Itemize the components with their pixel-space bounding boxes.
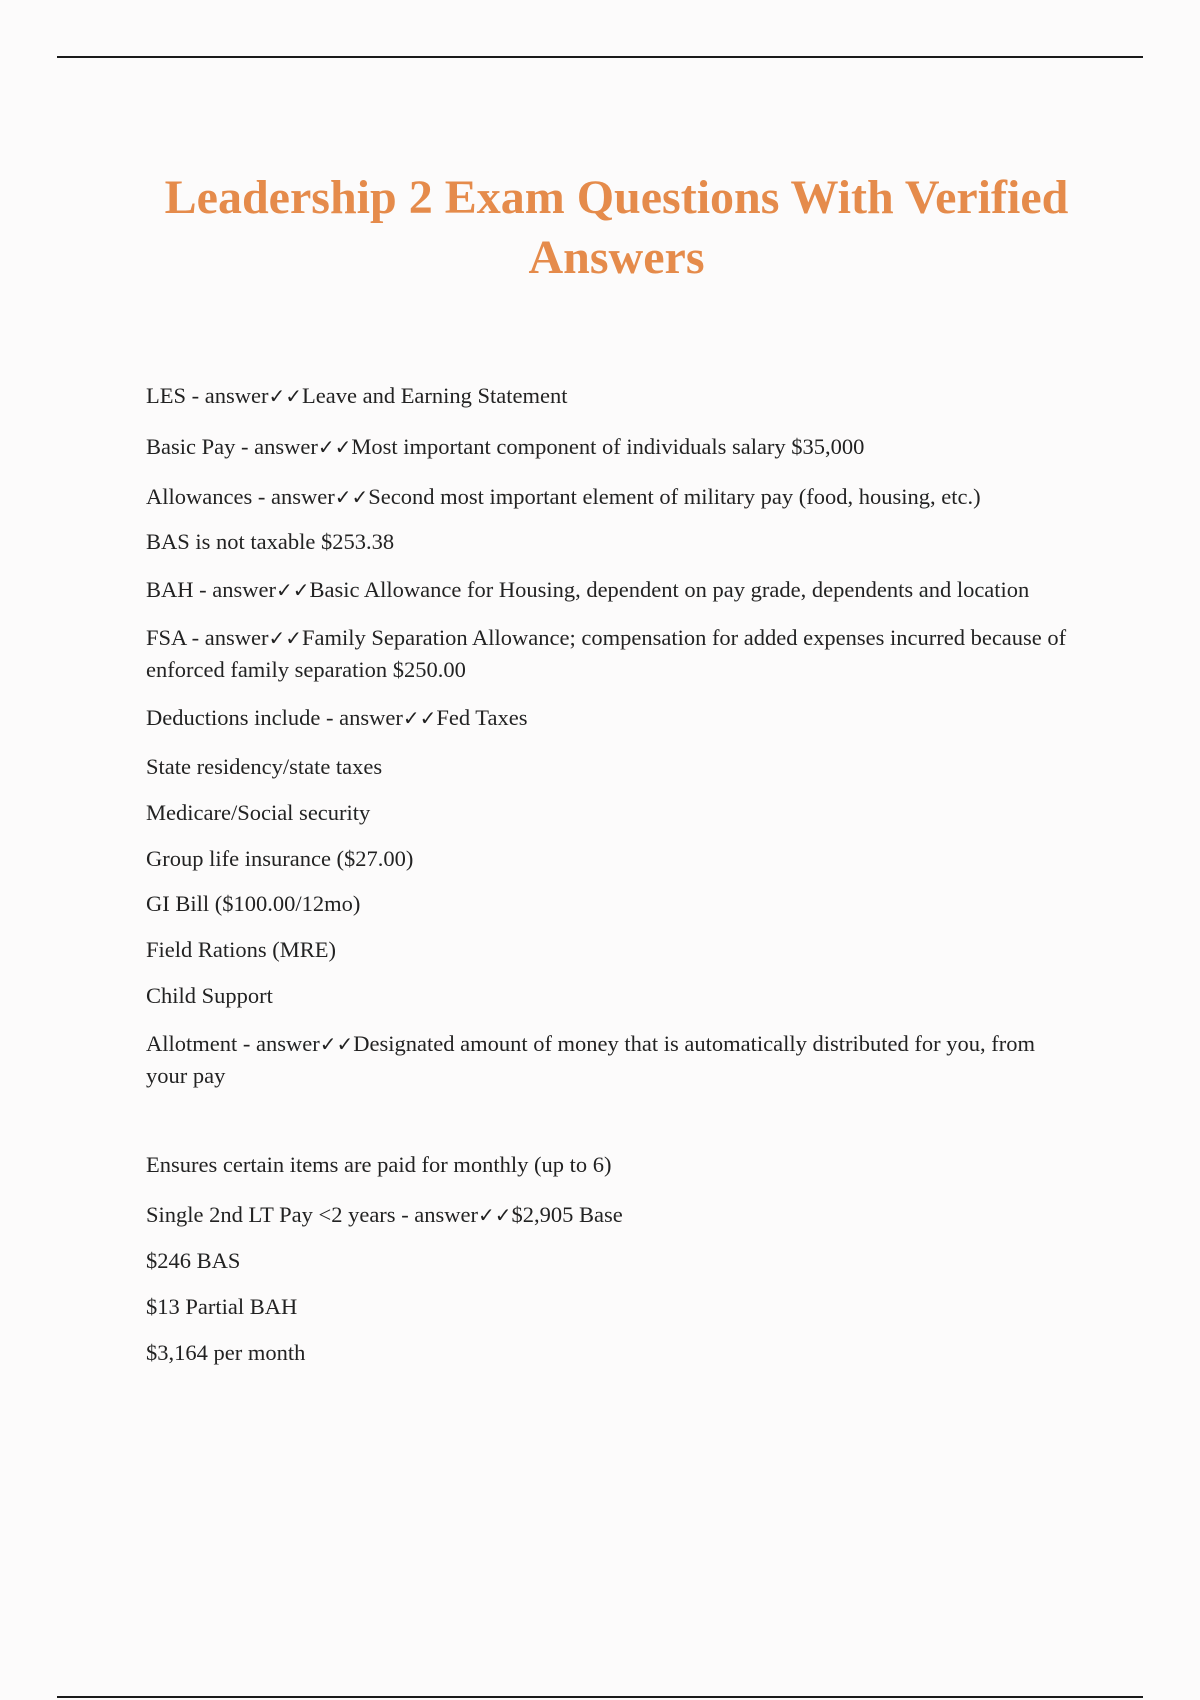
entry-les: LES - answer✓✓Leave and Earning Statement xyxy=(146,383,568,408)
bottom-rule xyxy=(57,1696,1143,1698)
entry-field-rations: Field Rations (MRE) xyxy=(146,937,336,962)
check-marks-icon: ✓✓ xyxy=(275,578,310,602)
document-title: Leadership 2 Exam Questions With Verified Answers xyxy=(164,171,1069,284)
entry-ensures-items: Ensures certain items are paid for monthly (up to 6) xyxy=(146,1152,612,1177)
entry-bas-amount: $246 BAS xyxy=(146,1248,241,1273)
entry-bah: BAH - answer✓✓Basic Allowance for Housing, dependent on pay grade, dependents and location xyxy=(146,577,1030,602)
entry-allowances: Allowances - answer✓✓Second most important element of military pay (food, housing, etc.) xyxy=(146,484,981,509)
check-marks-icon: ✓✓ xyxy=(317,435,352,459)
check-marks-icon: ✓✓ xyxy=(402,706,437,730)
entry-fsa: FSA - answer✓✓Family Separation Allowance; compensation for added expenses incurred because of enforced family separation $250.00 xyxy=(146,625,1067,682)
entry-basic-pay: Basic Pay - answer✓✓Most important component of individuals salary $35,000 xyxy=(146,434,865,459)
entry-medicare: Medicare/Social security xyxy=(146,800,371,825)
check-marks-icon: ✓✓ xyxy=(268,626,303,650)
check-marks-icon: ✓✓ xyxy=(268,384,302,408)
entry-group-life: Group life insurance ($27.00) xyxy=(146,846,414,871)
check-marks-icon: ✓✓ xyxy=(334,485,369,509)
entry-child-support: Child Support xyxy=(146,983,273,1008)
check-marks-icon: ✓✓ xyxy=(319,1032,354,1056)
document-body xyxy=(146,380,1076,1369)
entry-bas-note: BAS is not taxable $253.38 xyxy=(146,529,395,554)
top-rule xyxy=(57,56,1143,58)
entry-partial-bah: $13 Partial BAH xyxy=(146,1294,298,1319)
entry-2nd-lt-pay: Single 2nd LT Pay <2 years - answer✓✓$2,905 Base xyxy=(146,1202,623,1227)
check-marks-icon: ✓✓ xyxy=(478,1203,512,1227)
entry-allotment: Allotment - answer✓✓Designated amount of money that is automatically distributed for you, from your pay xyxy=(146,1031,1035,1088)
entry-deductions: Deductions include - answer✓✓Fed Taxes xyxy=(146,705,528,730)
entry-state-taxes: State residency/state taxes xyxy=(146,754,383,779)
entry-gi-bill: GI Bill ($100.00/12mo) xyxy=(146,891,361,916)
entry-per-month: $3,164 per month xyxy=(146,1340,306,1365)
